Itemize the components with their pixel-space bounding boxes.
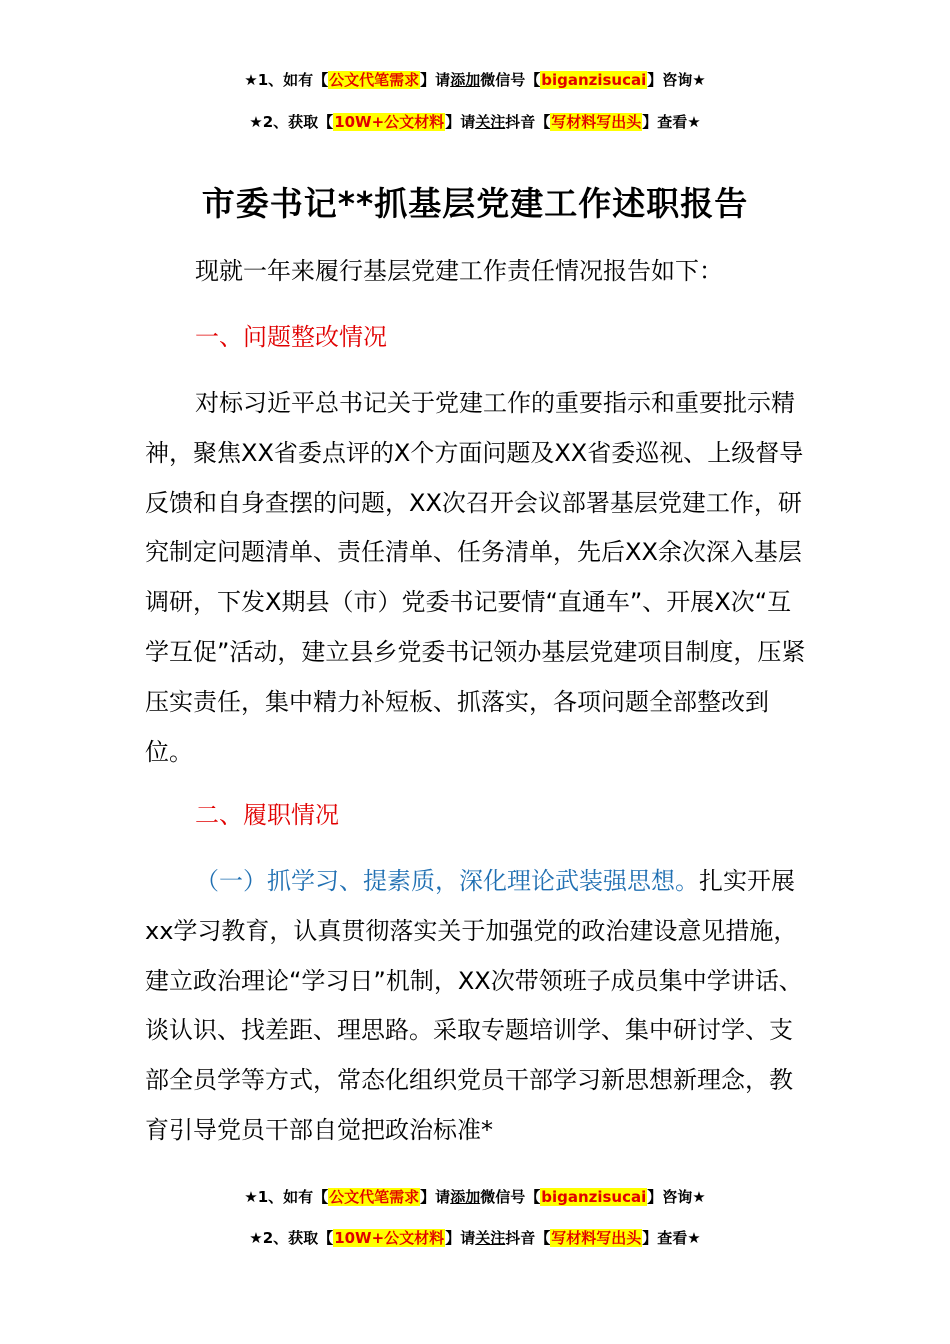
section-1-heading: 一、问题整改情况: [195, 323, 387, 351]
bottom-banner-line-2: ★2、获取【10W+公文材料】请关注抖音【写材料写出头】查看★: [249, 1229, 701, 1247]
highlight-materials: 10W+公文材料: [334, 113, 445, 131]
section-1-paragraph: 对标习近平总书记关于党建工作的重要指示和重要批示精神，聚焦XX省委点评的X个方面问题及XX省委巡视、上级督导反馈和自身查摆的问题，XX次召开会议部署基层党建工作，研究制定问题清单、责任清单、任务清单，先后XX余次深入基层调研，下发X期县（市）党委书记要情“直通车”、开展X次“互学互促”活动，建立县乡党委书记领办基层党建项目制度，压紧压实责任，集中精力补短板、抓落实，各项问题全部整改到位。: [145, 389, 806, 766]
subsection-1-text: 扎实开展xx学习教育，认真贯彻落实关于加强党的政治建设意见措施，建立政治理论“学习日”机制，XX次带领班子成员集中学讲话、谈认识、找差距、理思路。采取专题培训学、集中研讨学、支部全员学等方式，常态化组织党员干部学习新思想新理念，教育引导党员干部自觉把政治标准*: [145, 867, 803, 1144]
top-banner-line-1: ★1、如有【公文代笔需求】请添加微信号【biganzisucai】咨询★: [244, 71, 706, 89]
highlight-douyin-account: 写材料写出头: [551, 113, 642, 131]
subsection-1-heading: （一）抓学习、提素质，深化理论武装强思想。: [195, 867, 699, 895]
intro-paragraph: 现就一年来履行基层党建工作责任情况报告如下：: [195, 257, 723, 285]
document-title: 市委书记**抓基层党建工作述职报告: [201, 184, 749, 223]
section-2-heading: 二、履职情况: [195, 801, 339, 829]
subsection-1-paragraph: [145, 857, 810, 1156]
top-banner-line-2: ★2、获取【10W+公文材料】请关注抖音【写材料写出头】查看★: [249, 113, 701, 131]
bottom-banner-line-1: ★1、如有【公文代笔需求】请添加微信号【biganzisucai】咨询★: [244, 1188, 706, 1206]
highlight-wechat-id: biganzisucai: [541, 71, 647, 89]
highlight-writing-service: 公文代笔需求: [329, 71, 420, 89]
